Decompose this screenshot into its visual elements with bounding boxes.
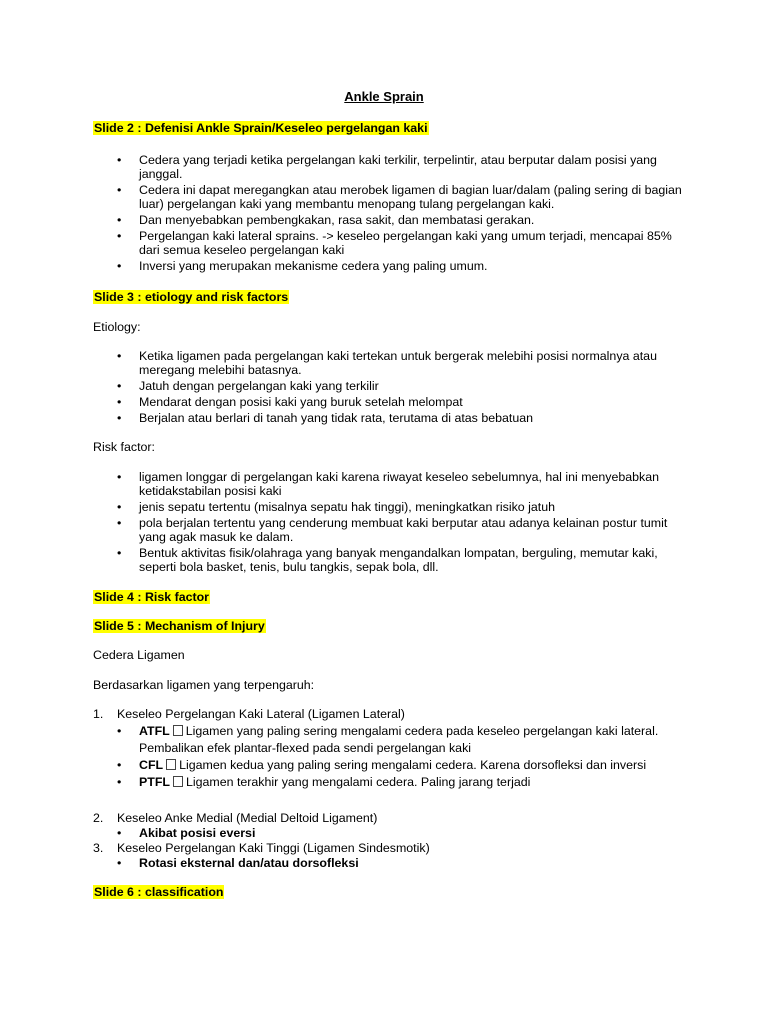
list-item: • Dan menyebabkan pembengkakan, rasa sakit, dan membatasi gerakan. (117, 213, 535, 227)
mechanism-list-3 (93, 841, 693, 855)
list-item: • ligamen longgar di pergelangan kaki karena riwayat keseleo sebelumnya, hal ini menyebabkan ketidakstabilan posisi kaki (117, 470, 660, 498)
lateral-ligament-sublist (117, 723, 692, 791)
slide2-heading: Slide 2 : Defenisi Ankle Sprain/Keseleo pergelangan kaki (94, 121, 428, 135)
list-item: • Inversi yang merupakan mekanisme cedera yang paling umum. (117, 259, 488, 273)
slide3-heading: Slide 3 : etiology and risk factors (94, 290, 289, 304)
list-item: • CFL Ligamen kedua yang paling sering mengalami cedera. Karena dorsofleksi dan inversi (117, 758, 647, 772)
mechanism-list (93, 707, 693, 723)
risk-factor-list (117, 470, 692, 574)
list-item: • ATFL Ligamen yang paling sering mengalami cedera pada keseleo pergelangan kaki lateral. Pembalikan efek plantar-flexed pada sendi pergelangan kaki (117, 724, 659, 755)
high-ankle-sublist (117, 856, 692, 870)
mechanism-list-2 (93, 811, 693, 825)
checkbox-glyph-icon (173, 725, 183, 736)
list-item: 2. Keseleo Anke Medial (Medial Deltoid Ligament) (93, 811, 378, 825)
cfl-term: CFL (139, 758, 164, 772)
risk-factor-label: Risk factor: (93, 440, 155, 454)
checkbox-glyph-icon (166, 759, 176, 770)
list-item: • Pergelangan kaki lateral sprains. -> keseleo pergelangan kaki yang umum terjadi, mencapai 85% dari semua keseleo pergelangan kaki (117, 229, 672, 257)
slide4-heading: Slide 4 : Risk factor (94, 590, 209, 604)
medial-sublist (117, 826, 692, 840)
list-item: • Cedera ini dapat meregangkan atau merobek ligamen di bagian luar/dalam (paling sering di bagian luar) pergelangan kaki yang membantu menopang tulang pergelangan kaki. (117, 183, 682, 211)
list-item: • Jatuh dengan pergelangan kaki yang terkilir (117, 379, 379, 393)
list-item: • Mendarat dengan posisi kaki yang buruk setelah melompat (117, 395, 463, 409)
etiology-list (117, 349, 692, 425)
list-item: 1. Keseleo Pergelangan Kaki Lateral (Ligamen Lateral) (93, 707, 405, 721)
list-item: • Rotasi eksternal dan/atau dorsofleksi (117, 856, 359, 870)
list-item: • Bentuk aktivitas fisik/olahraga yang banyak mengandalkan lompatan, berguling, memutar kaki, seperti bola basket, tenis, bulu tangkis, sepak bola, dll. (117, 546, 658, 574)
affected-ligament-label: Berdasarkan ligamen yang terpengaruh: (93, 678, 315, 692)
list-item: • Cedera yang terjadi ketika pergelangan kaki terkilir, terpelintir, atau berputar dalam posisi yang janggal. (117, 153, 657, 181)
document-title: Ankle Sprain (344, 89, 424, 104)
list-item: • PTFL Ligamen terakhir yang mengalami cedera. Paling jarang terjadi (117, 775, 531, 789)
list-item: • Berjalan atau berlari di tanah yang tidak rata, terutama di atas bebatuan (117, 411, 534, 425)
list-item: 3. Keseleo Pergelangan Kaki Tinggi (Ligamen Sindesmotik) (93, 841, 430, 855)
list-item: • Ketika ligamen pada pergelangan kaki tertekan untuk bergerak melebihi posisi normalnya atau meregang melebihi batasnya. (117, 349, 657, 377)
etiology-label: Etiology: (93, 320, 141, 334)
list-item: • pola berjalan tertentu yang cenderung membuat kaki berputar atau adanya kelainan postur tumit yang agak masuk ke dalam. (117, 516, 668, 544)
slide5-heading: Slide 5 : Mechanism of Injury (94, 619, 265, 633)
ptfl-term: PTFL (139, 775, 170, 789)
list-item: • jenis sepatu tertentu (misalnya sepatu hak tinggi), meningkatkan risiko jatuh (117, 500, 555, 514)
atfl-term: ATFL (139, 724, 170, 738)
checkbox-glyph-icon (173, 776, 183, 787)
list-item: • Akibat posisi eversi (117, 826, 256, 840)
ligament-injury-label: Cedera Ligamen (93, 648, 185, 662)
slide2-bullet-list (117, 153, 692, 273)
slide6-heading: Slide 6 : classification (94, 885, 224, 899)
